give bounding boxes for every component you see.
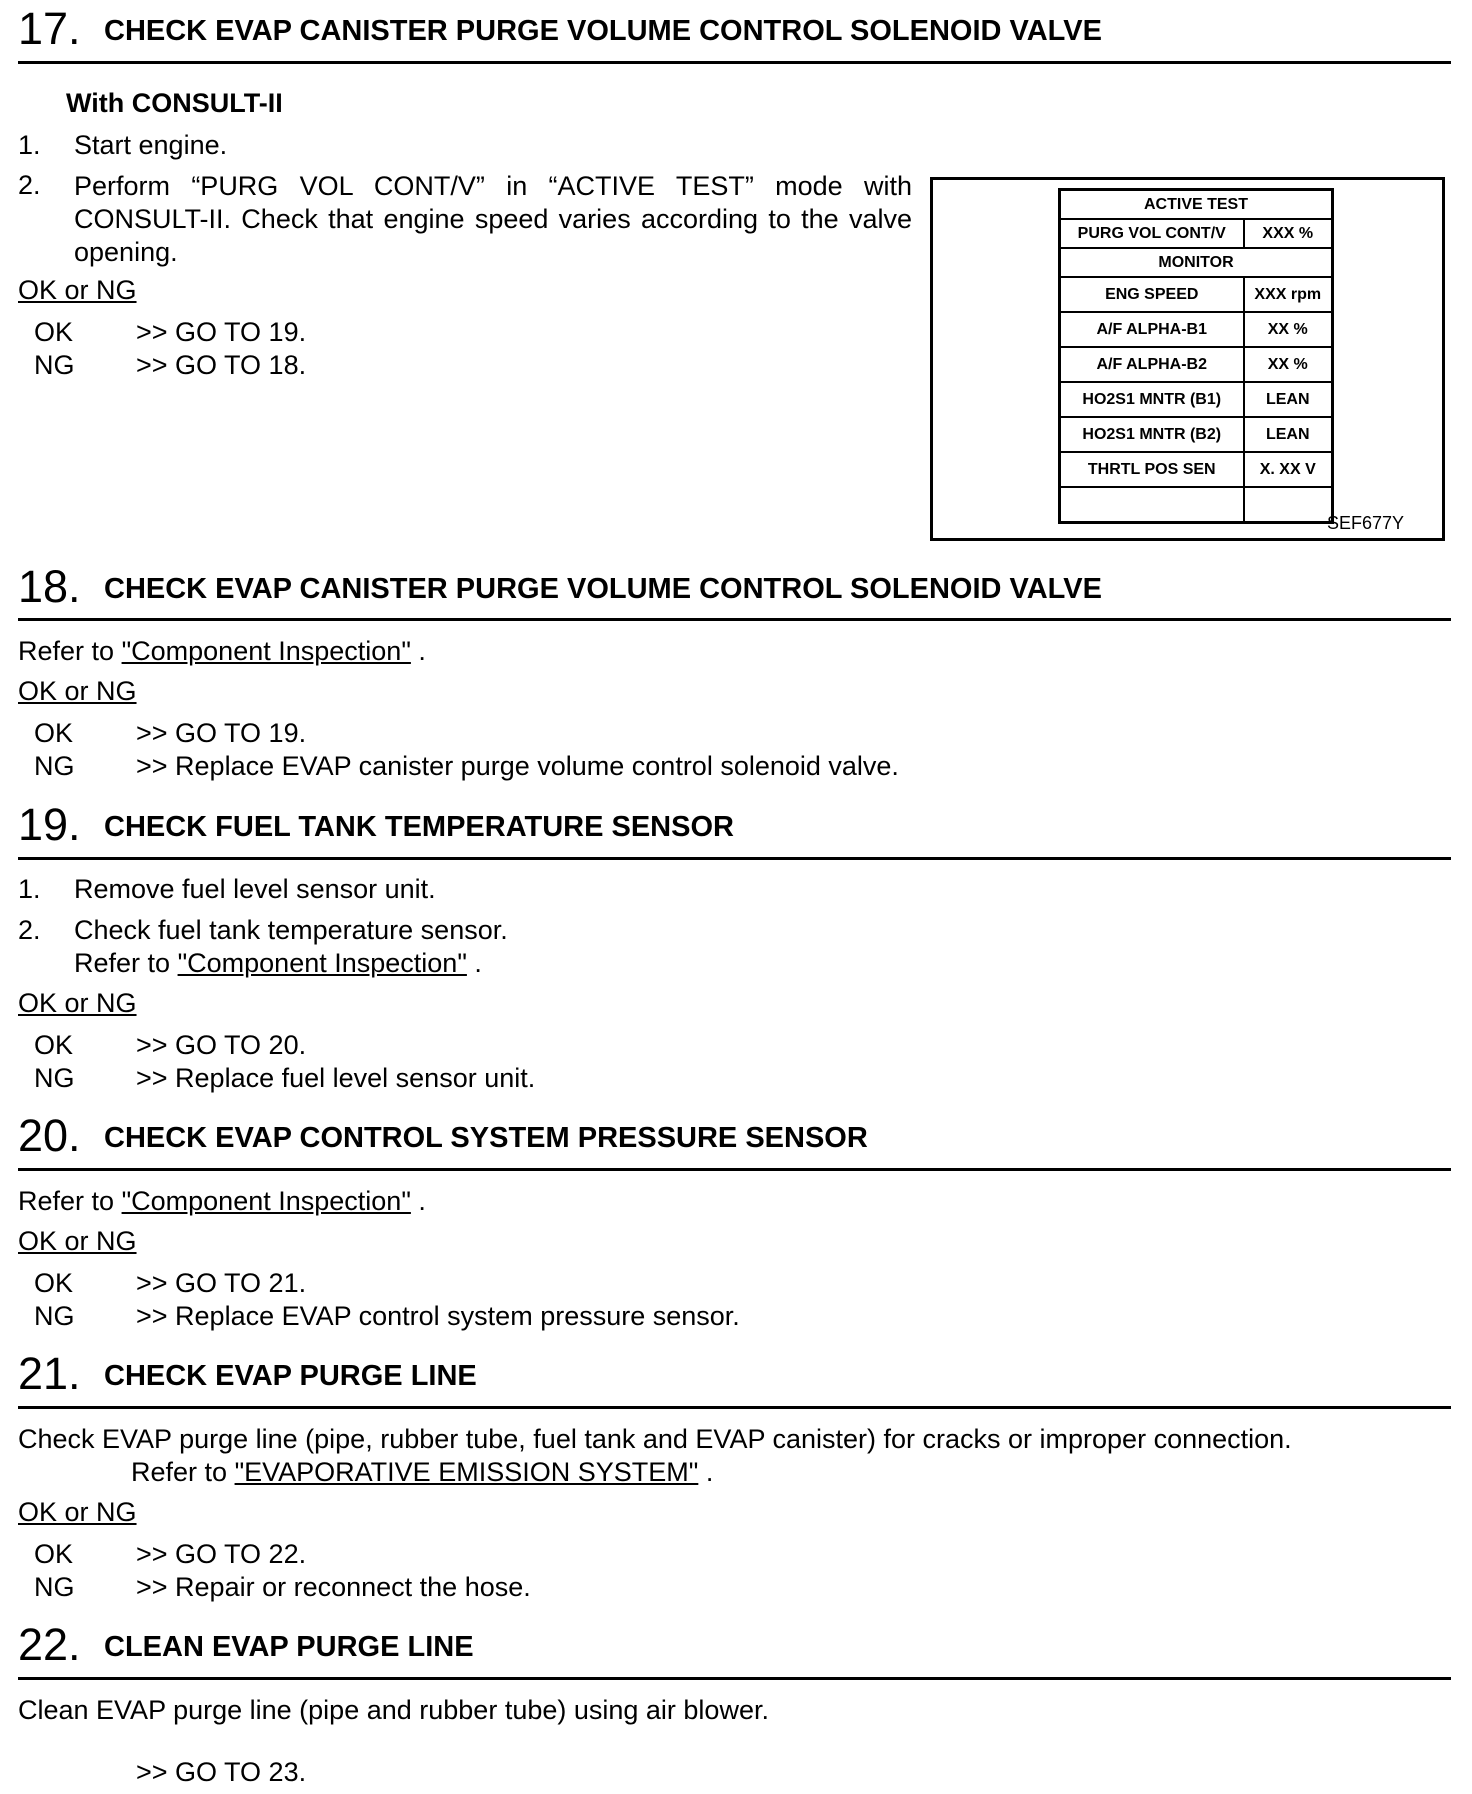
refer-line xyxy=(74,948,482,979)
ok-action: >> GO TO 21. xyxy=(136,1268,307,1298)
section-divider xyxy=(18,1406,1451,1409)
ok-action: >> GO TO 22. xyxy=(136,1539,307,1569)
ok-ng-heading: OK or NG xyxy=(18,275,137,305)
ng-label: NG xyxy=(34,1301,75,1331)
ok-label: OK xyxy=(34,1539,74,1569)
ng-action: >> Replace EVAP control system pressure sensor. xyxy=(136,1301,740,1331)
monitor-header: MONITOR xyxy=(1060,248,1333,277)
purge-line-check-text: Check EVAP purge line (pipe, rubber tube, fuel tank and EVAP canister) for cracks or improper connection. xyxy=(18,1424,1292,1454)
monitor-value: XXX rpm xyxy=(1244,277,1333,312)
section-title-19: CHECK FUEL TANK TEMPERATURE SENSOR xyxy=(104,811,734,843)
ok-action: >> GO TO 20. xyxy=(136,1030,307,1060)
step-number-21: 21. xyxy=(18,1348,81,1399)
ng-label: NG xyxy=(34,350,75,380)
step-number-17: 17. xyxy=(18,3,81,54)
go-to-action: >> GO TO 23. xyxy=(136,1757,307,1787)
ok-ng-heading: OK or NG xyxy=(18,988,137,1018)
monitor-label: HO2S1 MNTR (B1) xyxy=(1060,382,1244,417)
ng-action: >> Repair or reconnect the hose. xyxy=(136,1572,531,1602)
section-divider xyxy=(18,61,1451,64)
section-title-18: CHECK EVAP CANISTER PURGE VOLUME CONTROL SOLENOID VALVE xyxy=(104,573,1102,605)
monitor-value: LEAN xyxy=(1244,417,1333,452)
figure-code: SEF677Y xyxy=(1326,513,1404,533)
evaporative-emission-system-link[interactable]: "EVAPORATIVE EMISSION SYSTEM" xyxy=(234,1457,699,1487)
ok-ng-heading: OK or NG xyxy=(18,676,137,706)
ok-action: >> GO TO 19. xyxy=(136,718,307,748)
section-divider xyxy=(18,1168,1451,1171)
ok-label: OK xyxy=(34,1268,74,1298)
clean-purge-line-text: Clean EVAP purge line (pipe and rubber tube) using air blower. xyxy=(18,1695,769,1725)
refer-text: Refer to xyxy=(18,636,115,666)
step-text: Perform “PURG VOL CONT/V” in “ACTIVE TEST” mode with CONSULT-II. Check that engine speed varies according to the valve opening. xyxy=(74,171,912,267)
empty-cell xyxy=(1060,487,1244,523)
step-index: 2. xyxy=(18,170,41,200)
monitor-label: THRTL POS SEN xyxy=(1060,452,1244,487)
component-inspection-link[interactable]: "Component Inspection" xyxy=(177,948,467,978)
monitor-value: X. XX V xyxy=(1244,452,1333,487)
step-text: Remove fuel level sensor unit. xyxy=(74,874,436,904)
step-number-20: 20. xyxy=(18,1110,81,1161)
period: . xyxy=(474,948,482,978)
ok-ng-heading: OK or NG xyxy=(18,1226,137,1256)
consult-screen-figure xyxy=(930,177,1445,541)
ng-action: >> GO TO 18. xyxy=(136,350,307,380)
monitor-value: XX % xyxy=(1244,312,1333,347)
step-number-22: 22. xyxy=(18,1619,81,1670)
step-text: Check fuel tank temperature sensor. xyxy=(74,915,508,945)
refer-text: Refer to xyxy=(74,948,171,978)
section-title-21: CHECK EVAP PURGE LINE xyxy=(104,1360,477,1392)
monitor-value: XX % xyxy=(1244,347,1333,382)
period: . xyxy=(705,1457,714,1487)
section-title-20: CHECK EVAP CONTROL SYSTEM PRESSURE SENSOR xyxy=(104,1122,868,1154)
ok-label: OK xyxy=(34,1030,74,1060)
purg-vol-value: XXX % xyxy=(1244,219,1333,248)
ok-ng-heading: OK or NG xyxy=(18,1497,137,1527)
period: . xyxy=(418,636,426,666)
active-test-header: ACTIVE TEST xyxy=(1060,190,1333,220)
active-test-table xyxy=(1058,188,1334,524)
ok-label: OK xyxy=(34,718,74,748)
step-number-18: 18. xyxy=(18,561,81,612)
component-inspection-link[interactable]: "Component Inspection" xyxy=(121,636,411,666)
refer-line xyxy=(18,636,426,667)
ng-label: NG xyxy=(34,751,75,781)
ng-label: NG xyxy=(34,1063,75,1093)
ok-action: >> GO TO 19. xyxy=(136,317,307,347)
empty-cell xyxy=(1244,487,1333,523)
section-divider xyxy=(18,857,1451,860)
monitor-value: LEAN xyxy=(1244,382,1333,417)
section-title-22: CLEAN EVAP PURGE LINE xyxy=(104,1631,474,1663)
purg-vol-label: PURG VOL CONT/V xyxy=(1060,219,1244,248)
ng-action: >> Replace EVAP canister purge volume control solenoid valve. xyxy=(136,751,899,781)
step-number-19: 19. xyxy=(18,799,81,850)
period: . xyxy=(418,1186,426,1216)
refer-line xyxy=(131,1457,713,1488)
monitor-label: A/F ALPHA-B2 xyxy=(1060,347,1244,382)
monitor-label: ENG SPEED xyxy=(1060,277,1244,312)
ng-label: NG xyxy=(34,1572,75,1602)
monitor-label: A/F ALPHA-B1 xyxy=(1060,312,1244,347)
section-divider xyxy=(18,1677,1451,1680)
step-index: 1. xyxy=(18,130,41,160)
component-inspection-link[interactable]: "Component Inspection" xyxy=(121,1186,411,1216)
step-text: Start engine. xyxy=(74,130,228,160)
step-index: 1. xyxy=(18,874,41,904)
consult-subheading: With CONSULT-II xyxy=(66,88,283,118)
section-title-17: CHECK EVAP CANISTER PURGE VOLUME CONTROL SOLENOID VALVE xyxy=(104,15,1102,47)
ok-label: OK xyxy=(34,317,74,347)
ng-action: >> Replace fuel level sensor unit. xyxy=(136,1063,536,1093)
step-index: 2. xyxy=(18,915,41,945)
monitor-label: HO2S1 MNTR (B2) xyxy=(1060,417,1244,452)
refer-text: Refer to xyxy=(18,1186,115,1216)
section-divider xyxy=(18,618,1451,621)
refer-line xyxy=(18,1186,426,1217)
refer-text: Refer to xyxy=(131,1457,228,1487)
